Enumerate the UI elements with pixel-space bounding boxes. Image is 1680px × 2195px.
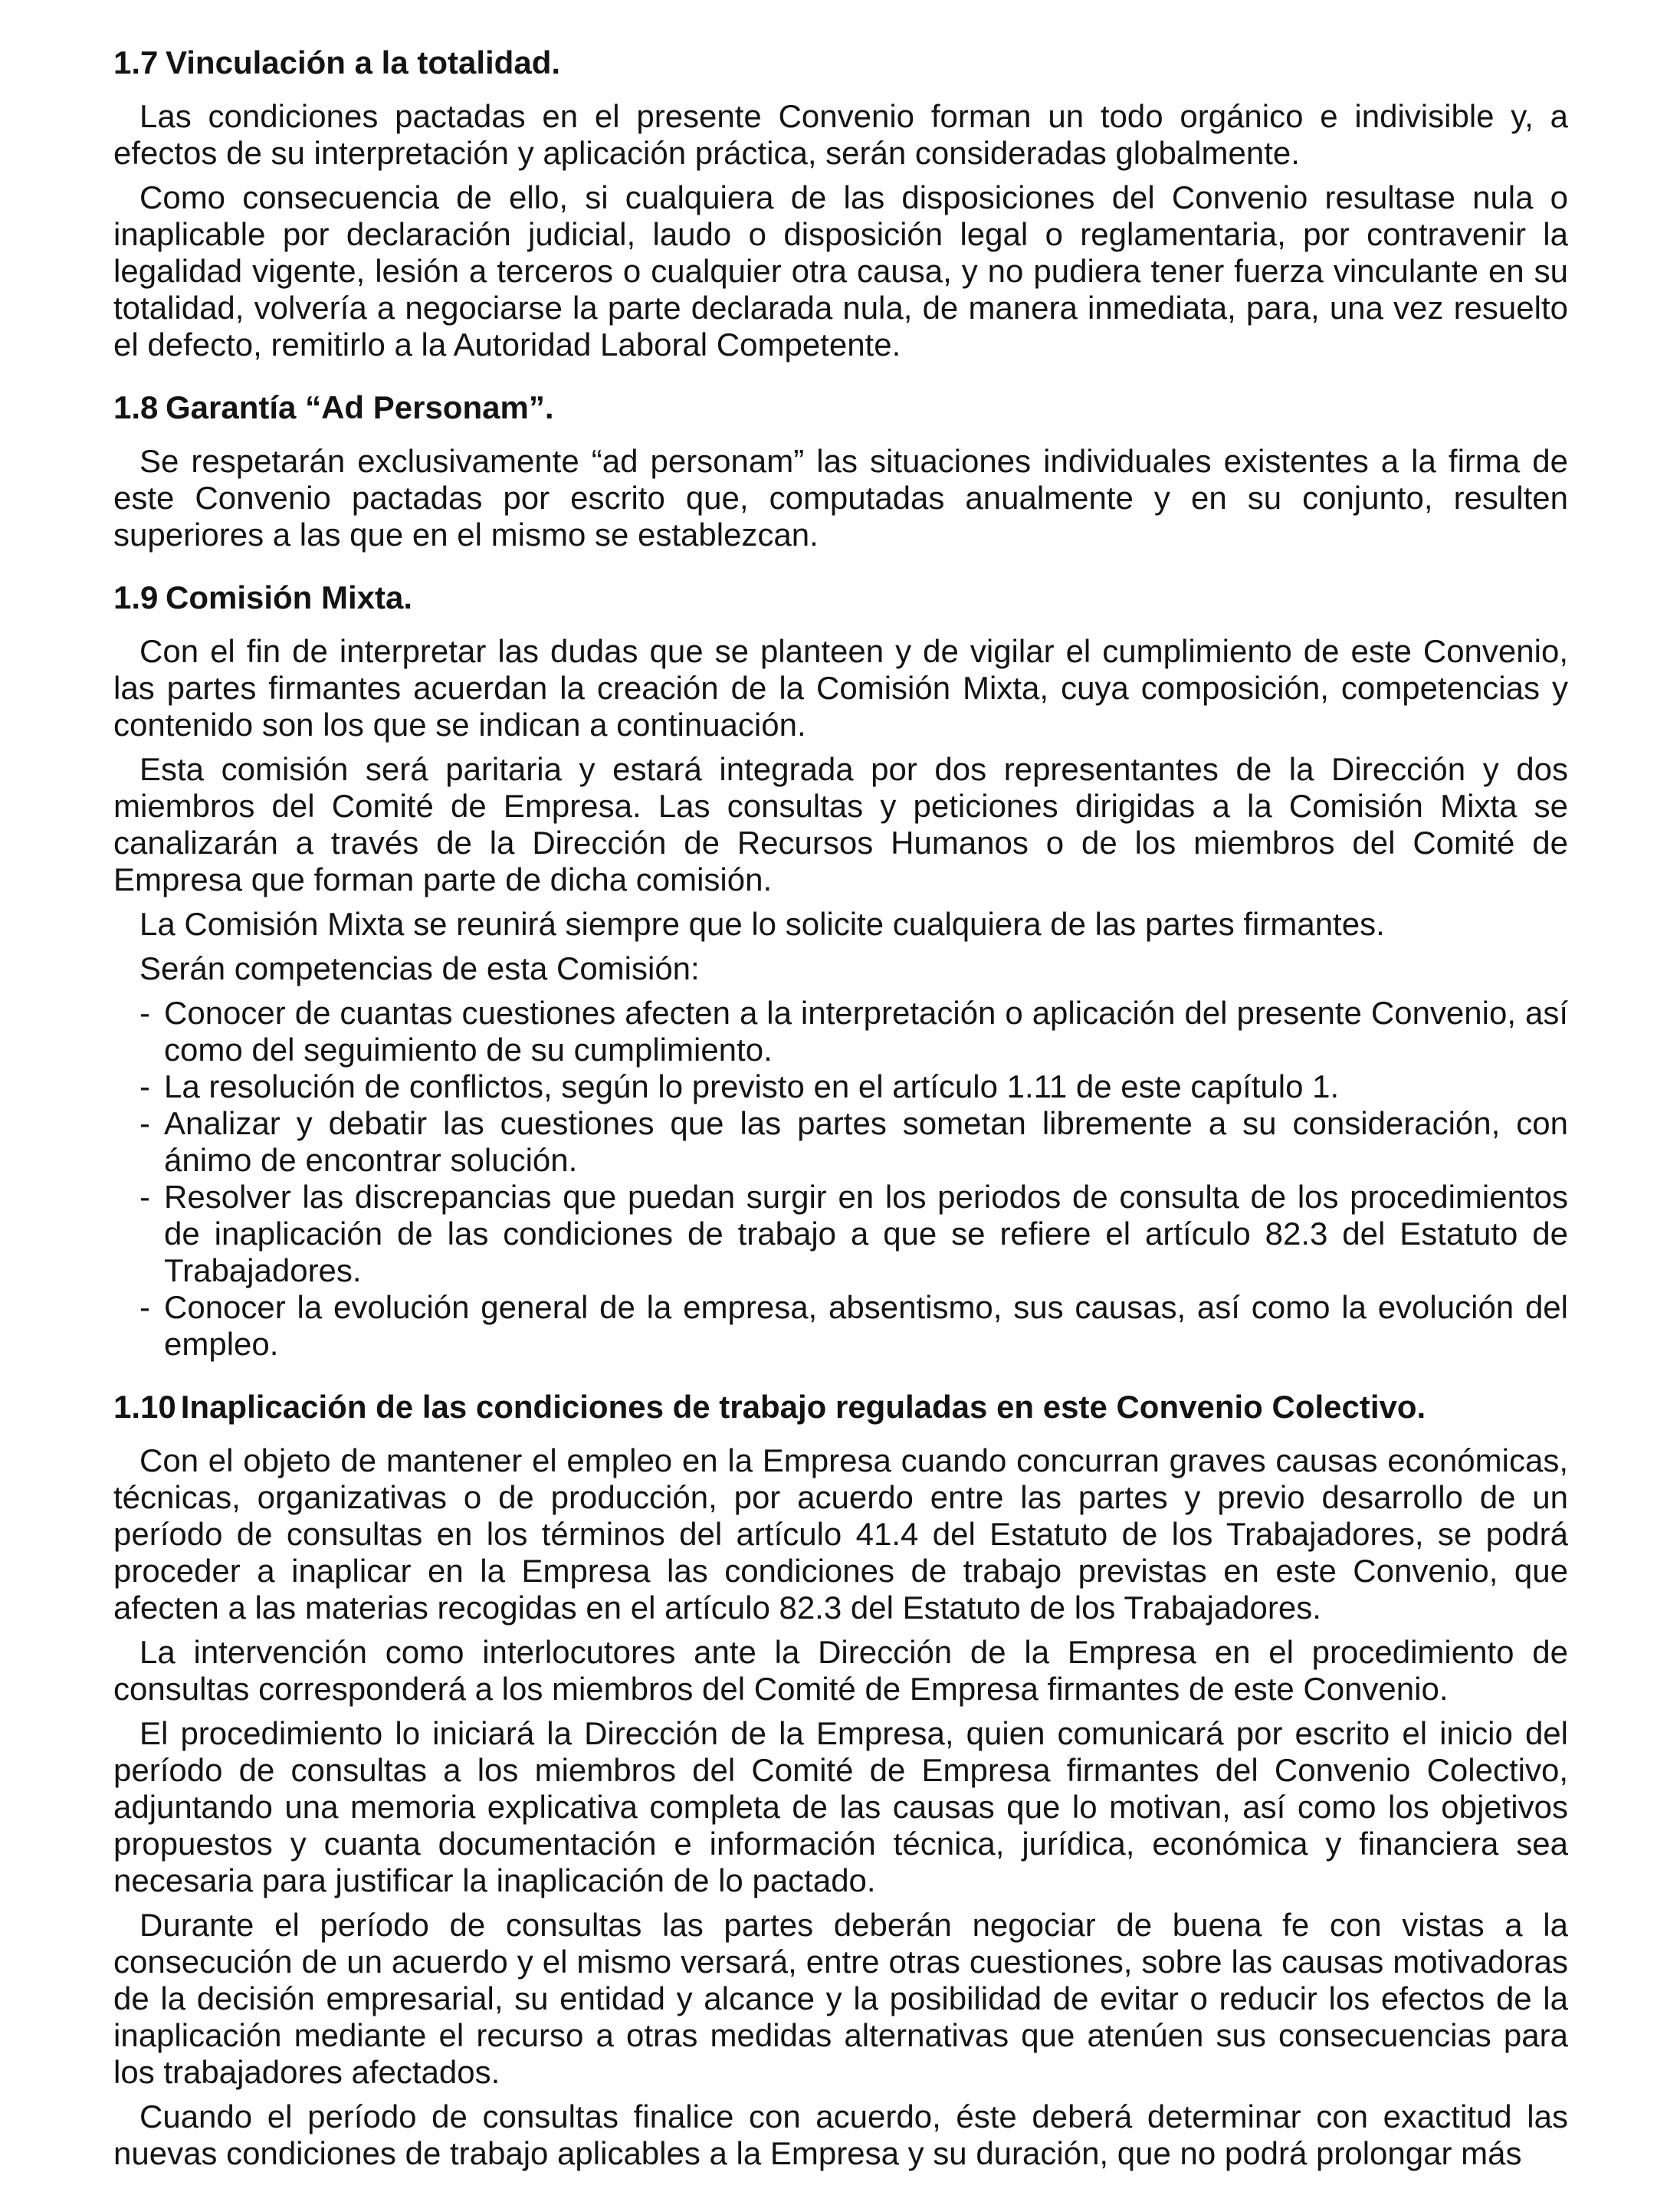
section-heading (113, 1389, 1568, 1426)
body-paragraph: El procedimiento lo iniciará la Dirección de la Empresa, quien comunicará por escrito el inicio del período de consultas a los miembros del Comité de Empresa firmantes del Convenio Colectivo, adjuntando una memoria explicativa completa de las causas que lo motivan, así como los objetivos propuestos y cuanta documentación e información técnica, jurídica, económica y financiera sea necesaria para justificar la inaplicación de lo pactado. (113, 1715, 1568, 1898)
section-1-9 (113, 579, 1568, 1363)
body-paragraph: Cuando el período de consultas finalice con acuerdo, éste deberá determinar con exactitud las nuevas condiciones de trabajo aplicables a la Empresa y su duración, que no podrá prolongar más (113, 2098, 1568, 2171)
dash-bullet: - (139, 1105, 150, 1141)
list-item (113, 1179, 1568, 1289)
dash-bullet: - (139, 995, 150, 1031)
body-paragraph: Durante el período de consultas las partes deberán negociar de buena fe con vistas a la consecución de un acuerdo y el mismo versará, entre otras cuestiones, sobre las causas motivadoras de la decisión empresarial, su entidad y alcance y la posibilidad de evitar o reducir los efectos de la inaplicación mediante el recurso a otras medidas alternativas que atenúen sus consecuencias para los trabajadores afectados. (113, 1907, 1568, 2090)
body-paragraph: Se respetarán exclusivamente “ad personam” las situaciones individuales existentes a la firma de este Convenio pactadas por escrito que, computadas anualmente y en su conjunto, resulten superiores a las que en el mismo se establezcan. (113, 443, 1568, 553)
list-item-text: Conocer de cuantas cuestiones afecten a la interpretación o aplicación del presente Convenio, así como del seguimiento de su cumplimiento. (164, 995, 1568, 1068)
body-paragraph: Con el fin de interpretar las dudas que se planteen y de vigilar el cumplimiento de este Convenio, las partes firmantes acuerdan la creación de la Comisión Mixta, cuya composición, competencias y contenido son los que se indican a continuación. (113, 633, 1568, 743)
section-title: Garantía “Ad Personam”. (166, 389, 554, 425)
list-item-text: Analizar y debatir las cuestiones que las partes sometan libremente a su consideración, con ánimo de encontrar solución. (164, 1105, 1568, 1178)
section-heading (113, 579, 1568, 616)
section-title: Inaplicación de las condiciones de trabajo reguladas en este Convenio Colectivo. (180, 1389, 1426, 1425)
section-1-8 (113, 389, 1568, 553)
list-item (113, 995, 1568, 1068)
body-paragraph: Como consecuencia de ello, si cualquiera de las disposiciones del Convenio resultase nula o inaplicable por declaración judicial, laudo o disposición legal o reglamentaria, por contravenir la legalidad vigente, lesión a terceros o cualquier otra causa, y no pudiera tener fuerza vinculante en su totalidad, volvería a negociarse la parte declarada nula, de manera inmediata, para, una vez resuelto el defecto, remitirlo a la Autoridad Laboral Competente. (113, 179, 1568, 363)
list-item-text: Resolver las discrepancias que puedan surgir en los periodos de consulta de los procedimientos de inaplicación de las condiciones de trabajo a que se refiere el artículo 82.3 del Estatuto de Trabajadores. (164, 1179, 1568, 1288)
list-item-text: La resolución de conflictos, según lo previsto en el artículo 1.11 de este capítulo 1. (164, 1068, 1340, 1104)
section-number: 1.7 (113, 44, 159, 80)
body-paragraph: La intervención como interlocutores ante la Dirección de la Empresa en el procedimiento de consultas corresponderá a los miembros del Comité de Empresa firmantes de este Convenio. (113, 1634, 1568, 1707)
body-paragraph: Esta comisión será paritaria y estará integrada por dos representantes de la Dirección y dos miembros del Comité de Empresa. Las consultas y peticiones dirigidas a la Comisión Mixta se canalizarán a través de la Dirección de Recursos Humanos o de los miembros del Comité de Empresa que forman parte de dicha comisión. (113, 751, 1568, 897)
list-item (113, 1105, 1568, 1179)
section-1-10 (113, 1389, 1568, 2172)
list-item (113, 1289, 1568, 1363)
section-heading (113, 44, 1568, 81)
dash-bullet: - (139, 1068, 150, 1104)
section-title: Comisión Mixta. (166, 579, 413, 615)
body-paragraph: La Comisión Mixta se reunirá siempre que lo solicite cualquiera de las partes firmantes. (139, 906, 1385, 942)
section-number: 1.10 (113, 1389, 176, 1425)
list-item (113, 1068, 1568, 1105)
section-number: 1.8 (113, 389, 159, 425)
section-1-7 (113, 44, 1568, 363)
section-title: Vinculación a la totalidad. (166, 44, 561, 80)
body-paragraph: Las condiciones pactadas en el presente Convenio forman un todo orgánico e indivisible y, a efectos de su interpretación y aplicación práctica, serán consideradas globalmente. (113, 98, 1568, 171)
dash-bullet: - (139, 1289, 150, 1325)
dash-bullet: - (139, 1179, 150, 1215)
competencies-list (113, 995, 1568, 1363)
body-paragraph: Con el objeto de mantener el empleo en la Empresa cuando concurran graves causas económicas, técnicas, organizativas o de producción, por acuerdo entre las partes y previo desarrollo de un período de consultas en los términos del artículo 41.4 del Estatuto de los Trabajadores, se podrá proceder a inaplicar en la Empresa las condiciones de trabajo previstas en este Convenio, que afecten a las materias recogidas en el artículo 82.3 del Estatuto de los Trabajadores. (113, 1442, 1568, 1626)
section-number: 1.9 (113, 579, 159, 615)
section-heading (113, 389, 1568, 426)
list-item-text: Conocer la evolución general de la empresa, absentismo, sus causas, así como la evolución del empleo. (164, 1289, 1568, 1362)
body-paragraph: Serán competencias de esta Comisión: (139, 950, 700, 986)
